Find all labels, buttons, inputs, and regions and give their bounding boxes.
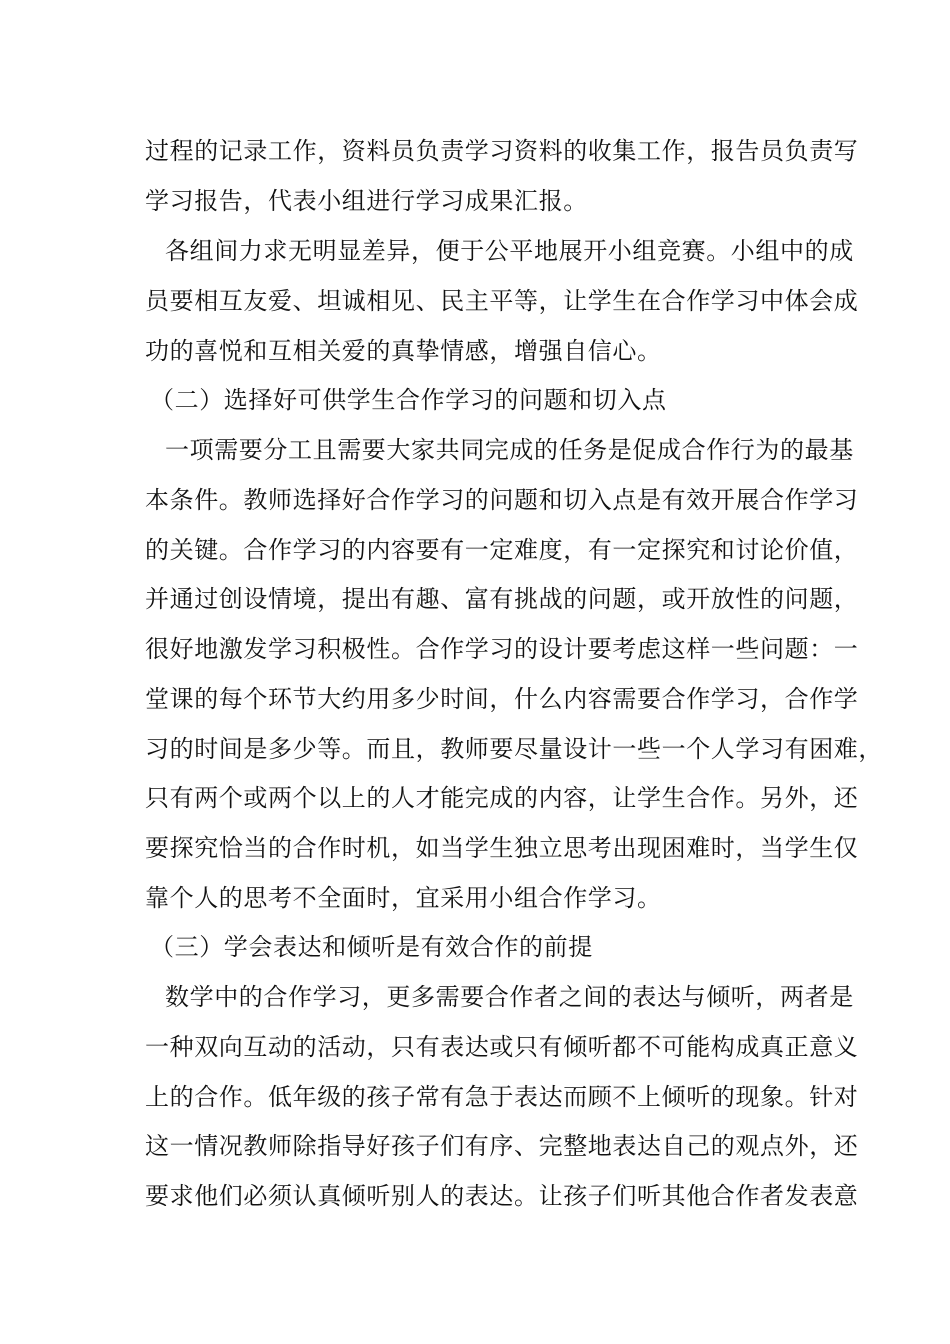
- text-line-2: 学习报告，代表小组进行学习成果汇报。: [145, 187, 588, 215]
- text-line-9: 的关键。合作学习的内容要有一定难度，有一定探究和讨论价值，: [145, 536, 859, 564]
- text-line-5: 功的喜悦和互相关爱的真挚情感，增强自信心。: [145, 337, 662, 365]
- text-line-12: 堂课的每个环节大约用多少时间，什么内容需要合作学习，合作学: [145, 685, 859, 713]
- text-line-10: 并通过创设情境，提出有趣、富有挑战的问题，或开放性的问题，: [145, 585, 859, 613]
- text-line-1: 过程的记录工作，资料员负责学习资料的收集工作，报告员负责写: [145, 137, 859, 165]
- section-heading-3: （三）学会表达和倾听是有效合作的前提: [150, 933, 593, 961]
- paragraph-start-line: 各组间力求无明显差异，便于公平地展开小组竞赛。小组中的成: [165, 237, 854, 265]
- text-line-19: 一种双向互动的活动，只有表达或只有倾听都不可能构成真正意义: [145, 1033, 859, 1061]
- paragraph-start-line: 数学中的合作学习，更多需要合作者之间的表达与倾听，两者是: [165, 983, 854, 1011]
- text-line-20: 上的合作。低年级的孩子常有急于表达而顾不上倾听的现象。针对: [145, 1083, 859, 1111]
- section-heading-2: （二）选择好可供学生合作学习的问题和切入点: [150, 386, 667, 414]
- text-line-8: 本条件。教师选择好合作学习的问题和切入点是有效开展合作学习: [145, 486, 859, 514]
- text-line-21: 这一情况教师除指导好孩子们有序、完整地表达自己的观点外，还: [145, 1132, 859, 1160]
- text-line-11: 很好地激发学习积极性。合作学习的设计要考虑这样一些问题：一: [145, 635, 859, 663]
- text-line-16: 靠个人的思考不全面时，宜采用小组合作学习。: [145, 884, 662, 912]
- text-line-14: 只有两个或两个以上的人才能完成的内容，让学生合作。另外，还: [145, 784, 859, 812]
- text-line-15: 要探究恰当的合作时机，如当学生独立思考出现困难时，当学生仅: [145, 834, 859, 862]
- text-line-4: 员要相互友爱、坦诚相见、民主平等，让学生在合作学习中体会成: [145, 287, 859, 315]
- text-line-22: 要求他们必须认真倾听别人的表达。让孩子们听其他合作者发表意: [145, 1182, 859, 1210]
- paragraph-start-line: 一项需要分工且需要大家共同完成的任务是促成合作行为的最基: [165, 436, 854, 464]
- text-line-13: 习的时间是多少等。而且，教师要尽量设计一些一个人学习有困难，: [145, 735, 883, 763]
